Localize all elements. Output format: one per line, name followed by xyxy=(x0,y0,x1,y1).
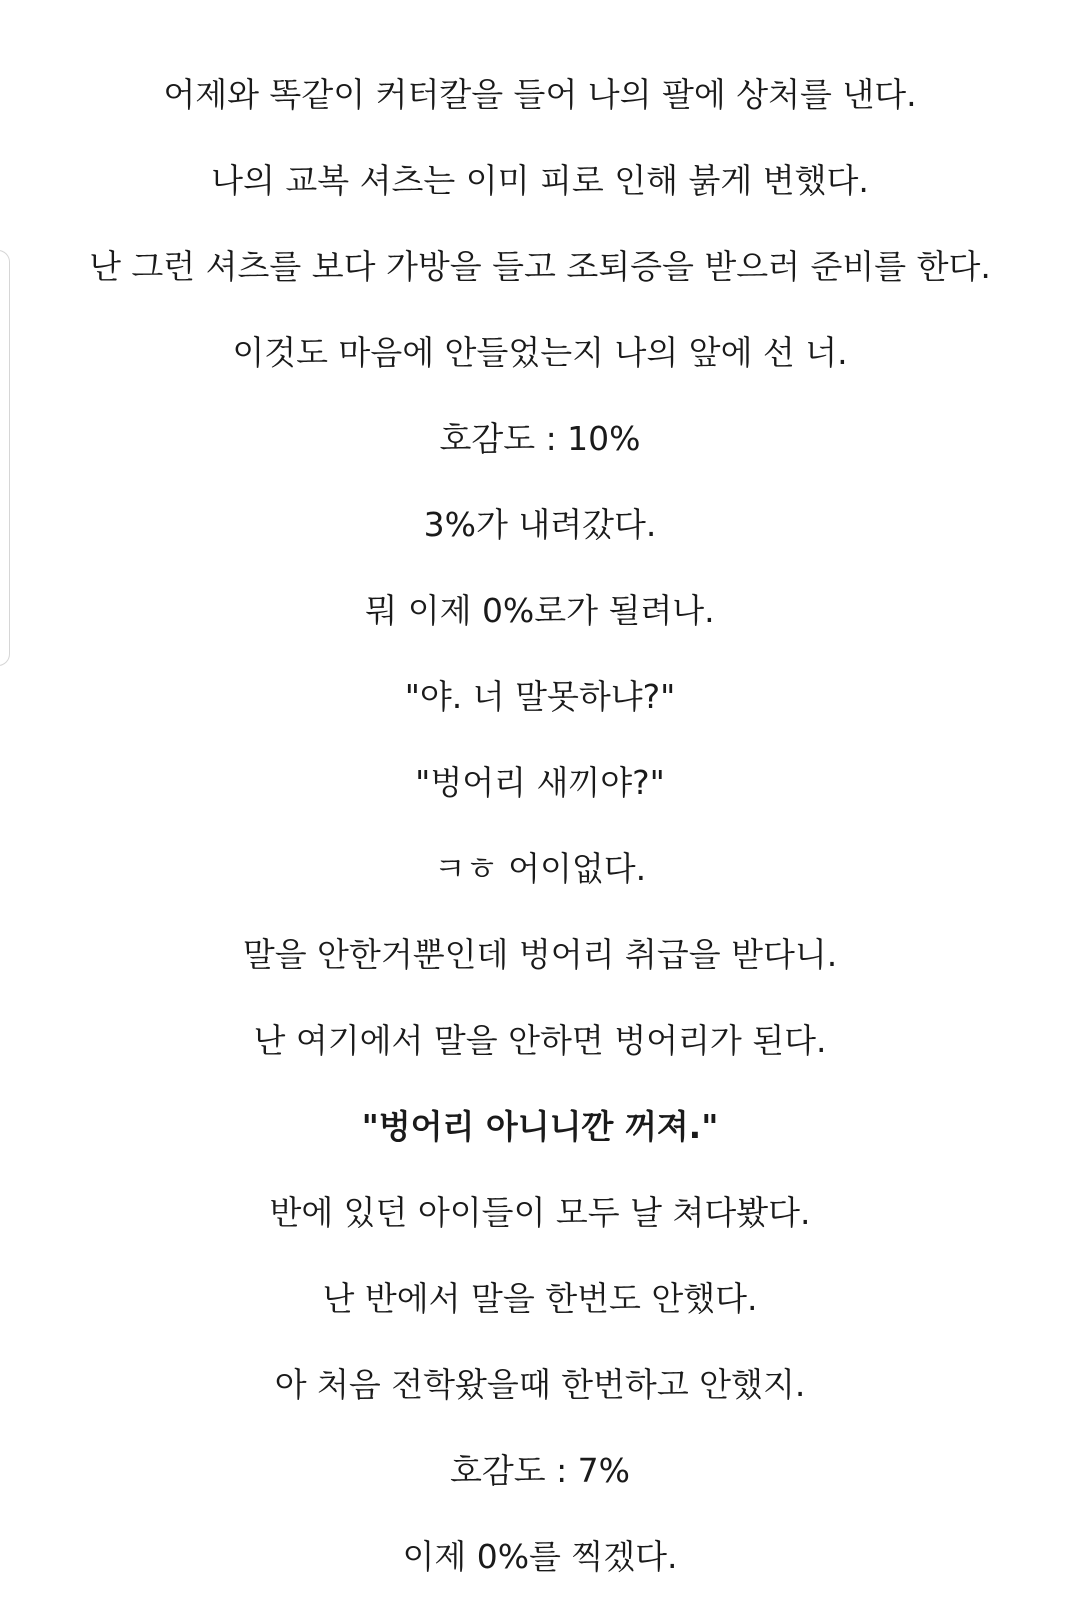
story-line: 3%가 내려갔다. xyxy=(423,505,657,544)
story-line: 뭐 이제 0%로가 될려나. xyxy=(365,591,715,630)
story-line: 난 반에서 말을 한번도 안했다. xyxy=(322,1279,758,1318)
story-line: 호감도 : 10% xyxy=(439,419,641,458)
story-line: 아 처음 전학왔을때 한번하고 안했지. xyxy=(274,1365,806,1404)
story-line: 말을 안한거뿐인데 벙어리 취급을 받다니. xyxy=(242,935,838,974)
story-line: 반에 있던 아이들이 모두 날 쳐다봤다. xyxy=(269,1193,811,1232)
story-line: 어제와 똑같이 커터칼을 들어 나의 팔에 상처를 낸다. xyxy=(163,75,917,114)
story-line: 이제 0%를 찍겠다. xyxy=(402,1537,678,1576)
story-line: 이것도 마음에 안들었는지 나의 앞에 선 너. xyxy=(232,333,848,372)
story-line-bold: "벙어리 아니니깐 꺼져." xyxy=(361,1107,719,1146)
story-line: "벙어리 새끼야?" xyxy=(415,763,665,802)
story-line: 난 여기에서 말을 안하면 벙어리가 된다. xyxy=(253,1021,827,1060)
story-line: ㅋㅎ 어이없다. xyxy=(433,849,647,888)
story-line: 난 그런 셔츠를 보다 가방을 들고 조퇴증을 받으러 준비를 한다. xyxy=(89,247,991,286)
story-line: "야. 너 말못하냐?" xyxy=(404,677,676,716)
story-line: 나의 교복 셔츠는 이미 피로 인해 붉게 변했다. xyxy=(211,161,869,200)
story-line: 호감도 : 7% xyxy=(449,1451,631,1490)
